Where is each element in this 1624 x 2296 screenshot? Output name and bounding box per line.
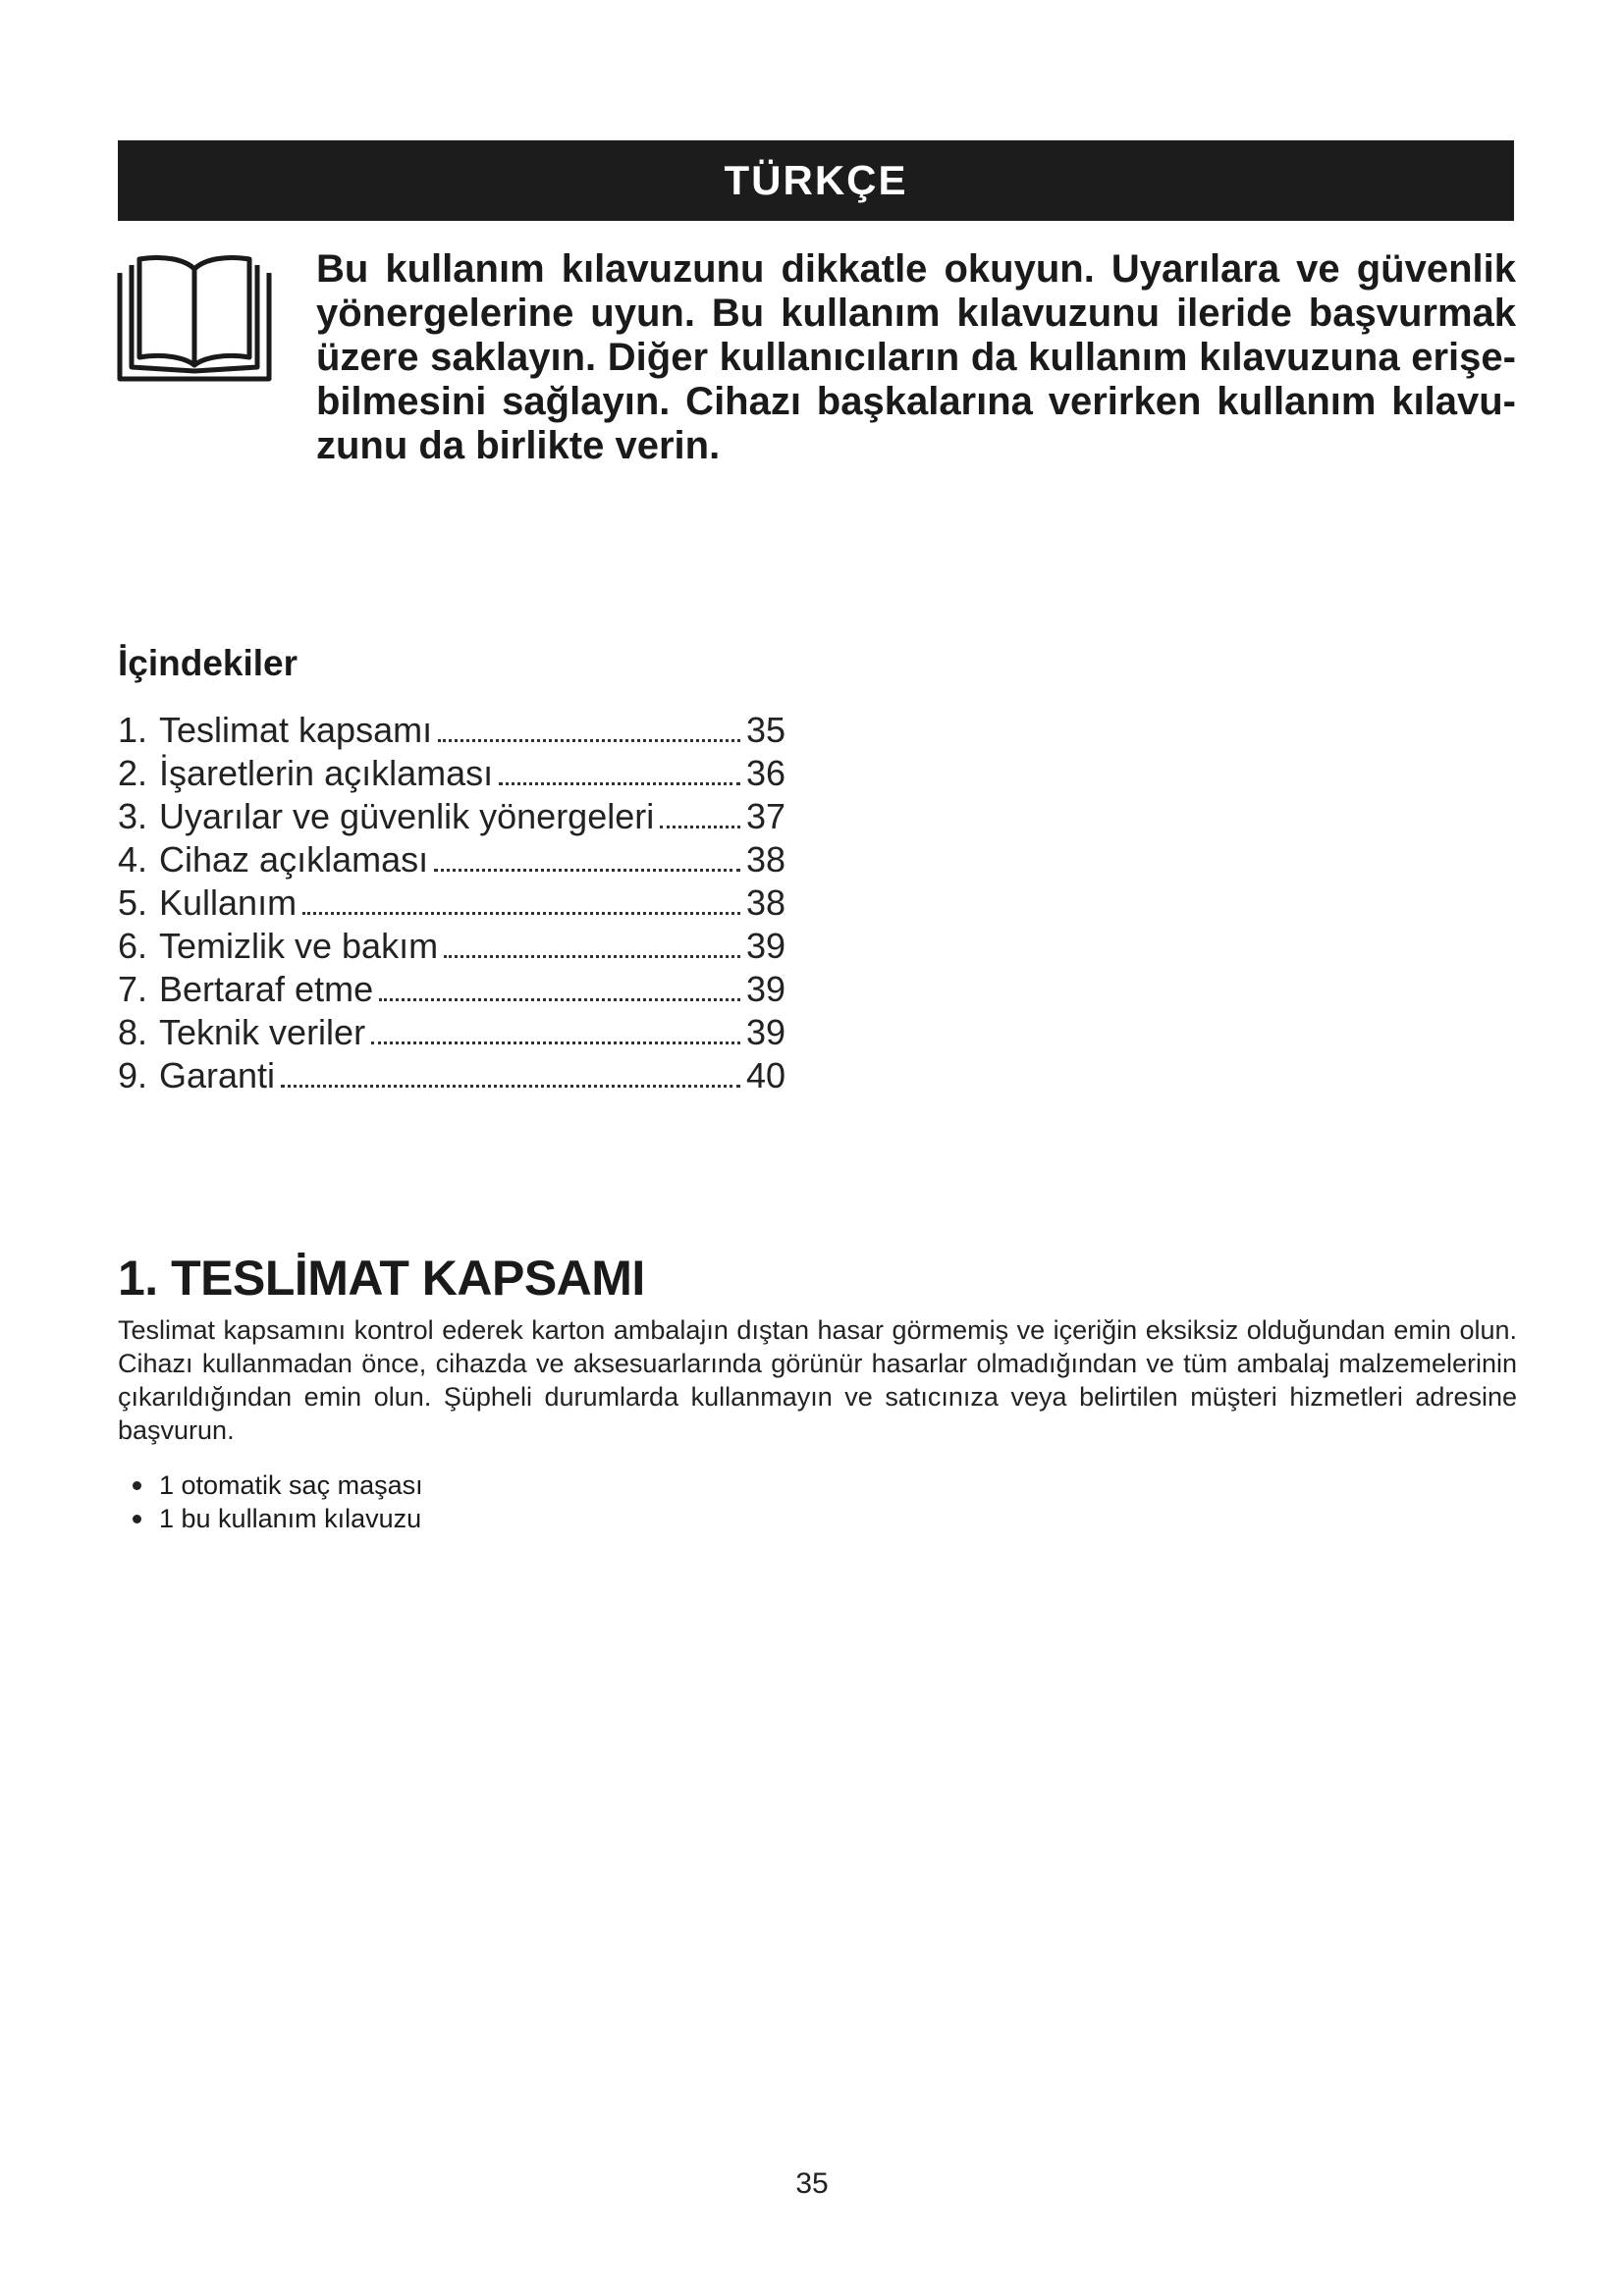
section-title: 1. TESLİMAT KAPSAMI bbox=[118, 1251, 645, 1306]
toc-leader bbox=[302, 912, 740, 915]
toc-item[interactable] bbox=[118, 881, 785, 925]
open-book-icon bbox=[116, 253, 273, 387]
toc-leader bbox=[438, 739, 740, 742]
toc-item-label: Kullanım bbox=[159, 882, 298, 923]
toc-item-page: 37 bbox=[745, 796, 785, 836]
list-item-text: 1 bu kullanım kılavuzu bbox=[159, 1504, 422, 1533]
list-item bbox=[133, 1502, 423, 1535]
toc-item-page: 35 bbox=[745, 710, 785, 750]
toc-item-number: 6. bbox=[118, 926, 148, 966]
table-of-contents bbox=[118, 709, 785, 1097]
toc-item[interactable] bbox=[118, 752, 785, 795]
toc-item-number: 2. bbox=[118, 753, 148, 793]
toc-item[interactable] bbox=[118, 925, 785, 968]
toc-item-number: 3. bbox=[118, 796, 148, 836]
toc-item-number: 9. bbox=[118, 1055, 148, 1095]
toc-leader bbox=[379, 998, 740, 1001]
list-item bbox=[133, 1468, 423, 1502]
toc-item-page: 39 bbox=[745, 969, 785, 1009]
toc-leader bbox=[444, 955, 740, 958]
toc-item-label: Uyarılar ve güvenlik yönergeleri bbox=[159, 796, 655, 836]
toc-item-page: 40 bbox=[745, 1055, 785, 1095]
toc-item[interactable] bbox=[118, 968, 785, 1011]
toc-heading: İçindekiler bbox=[118, 643, 298, 683]
toc-item-label: Cihaz açıklaması bbox=[159, 839, 429, 880]
toc-item[interactable] bbox=[118, 795, 785, 838]
list-item-text: 1 otomatik saç maşası bbox=[159, 1470, 423, 1500]
toc-item-number: 7. bbox=[118, 969, 148, 1009]
toc-leader bbox=[660, 826, 740, 828]
toc-item[interactable] bbox=[118, 1054, 785, 1097]
bullet-icon bbox=[133, 1515, 141, 1523]
toc-item-number: 1. bbox=[118, 710, 148, 750]
toc-leader bbox=[371, 1041, 740, 1044]
toc-item-label: Teknik veriler bbox=[159, 1012, 366, 1052]
toc-item-number: 8. bbox=[118, 1012, 148, 1052]
toc-item-number: 5. bbox=[118, 882, 148, 923]
toc-item-label: Bertaraf etme bbox=[159, 969, 374, 1009]
toc-item-label: İşaretlerin açıklaması bbox=[159, 753, 494, 793]
toc-leader bbox=[434, 869, 740, 872]
section-body: Teslimat kapsamını kontrol ederek karton ambalajın dıştan hasar görmemiş ve içeriğin eksiksiz olduğundan emin olun. Cihazı kullanmadan önce, cihazda ve aksesuarlarında görünür hasarlar olmadığından ve tüm ambalaj malzemelerinin çıkarıldığından emin olun. Şüpheli durumlarda kullanmayın ve satıcınıza veya belirtilen müşteri hizmetleri adresine başvurun. bbox=[118, 1315, 1517, 1445]
toc-item[interactable] bbox=[118, 709, 785, 752]
toc-item-page: 39 bbox=[745, 926, 785, 966]
page-number: 35 bbox=[795, 2167, 829, 2200]
toc-item-label: Garanti bbox=[159, 1055, 276, 1095]
toc-leader bbox=[499, 782, 740, 785]
toc-item-number: 4. bbox=[118, 839, 148, 880]
bullet-icon bbox=[133, 1481, 141, 1490]
toc-item-page: 38 bbox=[745, 839, 785, 880]
toc-leader bbox=[281, 1085, 740, 1088]
delivery-contents-list bbox=[133, 1468, 423, 1535]
toc-item-page: 39 bbox=[745, 1012, 785, 1052]
language-header: TÜRKÇE bbox=[118, 140, 1514, 221]
toc-item-page: 36 bbox=[745, 753, 785, 793]
toc-item[interactable] bbox=[118, 1011, 785, 1054]
toc-item[interactable] bbox=[118, 838, 785, 881]
toc-item-page: 38 bbox=[745, 882, 785, 923]
toc-item-label: Teslimat kapsamı bbox=[159, 710, 433, 750]
toc-item-label: Temizlik ve bakım bbox=[159, 926, 439, 966]
intro-notice: Bu kullanım kılavuzunu dikkatle okuyun. Uyarılara ve güvenlik yönergelerine uyun. Bu kullanım kılavuzunu ileride başvurmak üzere saklayın. Diğer kullanıcıların da kullanım kılavuzuna erişebilmesini sağlayın. Cihazı başkalarına verirken kullanım kılavuzunu da birlikte verin. bbox=[316, 247, 1516, 467]
